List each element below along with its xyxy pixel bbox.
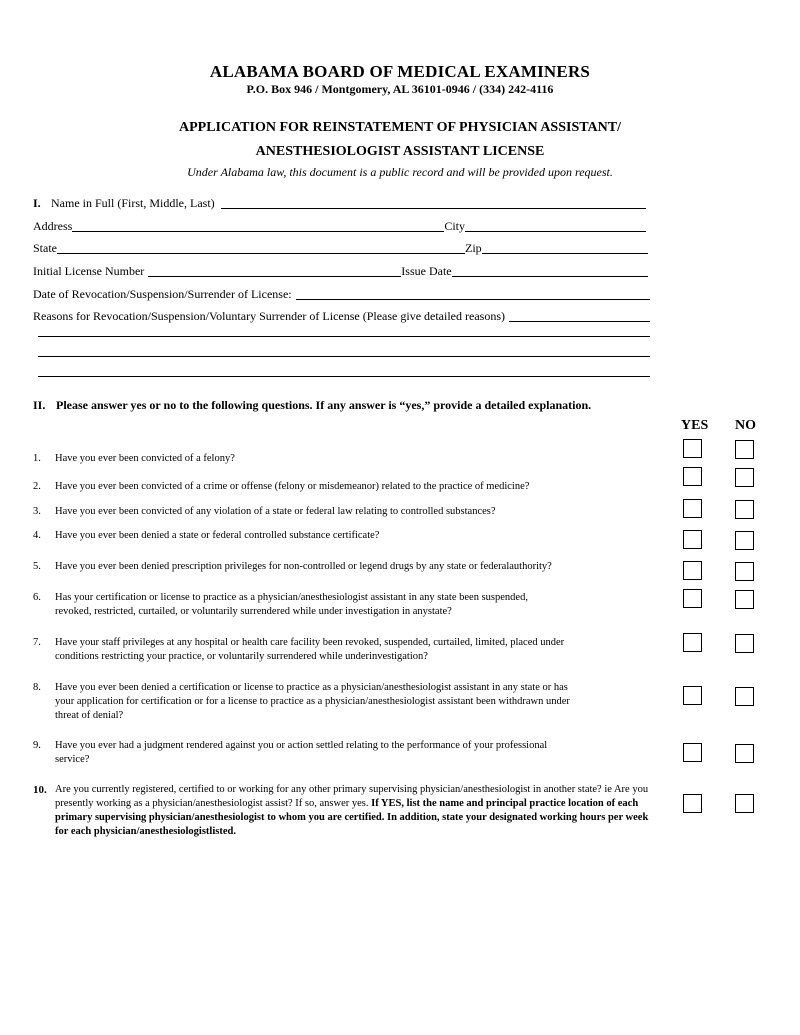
q5-no-checkbox[interactable] <box>735 562 754 581</box>
issue-date-field[interactable] <box>452 265 648 277</box>
q6-no-checkbox[interactable] <box>735 590 754 609</box>
q2-no-checkbox[interactable] <box>735 468 754 487</box>
question-10-text: Are you currently registered, certified to or working for any other primary supervising physician/anesthesiologist in another state? ie Are you presently working as a physician/anesthesiologist assist? If so, answer yes. If YES, list the name and principal practice location of each primary supervising physician/anesthesiologist to whom you are certified. In addition, state your designated working hours per week for each physician/anesthesiologistlisted. <box>55 784 649 837</box>
name-row <box>33 195 650 211</box>
zip-field[interactable] <box>482 242 648 254</box>
q8-yes-checkbox[interactable] <box>683 686 702 705</box>
name-field[interactable] <box>221 197 646 209</box>
yes-column-header: YES <box>681 418 709 433</box>
board-title: ALABAMA BOARD OF MEDICAL EXAMINERS <box>209 62 591 81</box>
city-field[interactable] <box>465 220 646 232</box>
q1-no-checkbox[interactable] <box>735 440 754 459</box>
city-label: City <box>444 219 465 233</box>
section-2-heading <box>33 398 591 413</box>
q3-no-checkbox[interactable] <box>735 500 754 519</box>
address-row <box>33 218 650 234</box>
q4-yes-checkbox[interactable] <box>683 530 702 549</box>
state-field[interactable] <box>57 242 465 254</box>
no-column-header: NO <box>735 418 756 433</box>
q8-no-checkbox[interactable] <box>735 687 754 706</box>
revocation-date-label: Date of Revocation/Suspension/Surrender of License: <box>33 287 292 301</box>
issue-date-label: Issue Date <box>401 264 452 278</box>
state-row <box>33 240 650 256</box>
license-label: Initial License Number <box>33 264 145 278</box>
section-1-number: I. <box>33 196 41 210</box>
revocation-date-row <box>33 286 650 302</box>
q10-no-checkbox[interactable] <box>735 794 754 813</box>
section-2-instructions: Please answer yes or no to the following questions. If any answer is “yes,” provide a detailed explanation. <box>56 398 592 412</box>
q9-yes-checkbox[interactable] <box>683 743 702 762</box>
address-field[interactable] <box>72 220 444 232</box>
zip-label: Zip <box>465 241 482 255</box>
section-2-number: II. <box>33 398 46 412</box>
q2-yes-checkbox[interactable] <box>683 467 702 486</box>
reasons-field[interactable] <box>509 310 650 322</box>
q7-yes-checkbox[interactable] <box>683 633 702 652</box>
state-label: State <box>33 241 57 255</box>
q7-no-checkbox[interactable] <box>735 634 754 653</box>
q4-no-checkbox[interactable] <box>735 531 754 550</box>
reasons-line-2[interactable] <box>38 356 650 357</box>
public-record-notice: Under Alabama law, this document is a public record and will be provided upon request. <box>187 165 613 179</box>
license-row <box>33 263 650 279</box>
q6-yes-checkbox[interactable] <box>683 589 702 608</box>
license-number-field[interactable] <box>148 265 401 277</box>
q3-yes-checkbox[interactable] <box>683 499 702 518</box>
revocation-date-field[interactable] <box>296 288 650 300</box>
name-label: Name in Full (First, Middle, Last) <box>51 196 215 210</box>
address-label: Address <box>33 219 73 233</box>
q1-yes-checkbox[interactable] <box>683 439 702 458</box>
q5-yes-checkbox[interactable] <box>683 561 702 580</box>
reasons-line-1[interactable] <box>38 336 650 337</box>
board-address: P.O. Box 946 / Montgomery, AL 36101-0946 / (334) 242-4116 <box>246 82 554 96</box>
form-title-line-1: APPLICATION FOR REINSTATEMENT OF PHYSICIAN ASSISTANT/ <box>179 120 621 135</box>
form-title-line-2: ANESTHESIOLOGIST ASSISTANT LICENSE <box>255 144 545 159</box>
reasons-label: Reasons for Revocation/Suspension/Voluntary Surrender of License (Please give detailed reasons) <box>33 309 505 323</box>
q10-yes-checkbox[interactable] <box>683 794 702 813</box>
reasons-line-3[interactable] <box>38 376 650 377</box>
reasons-row <box>33 308 650 324</box>
q9-no-checkbox[interactable] <box>735 744 754 763</box>
